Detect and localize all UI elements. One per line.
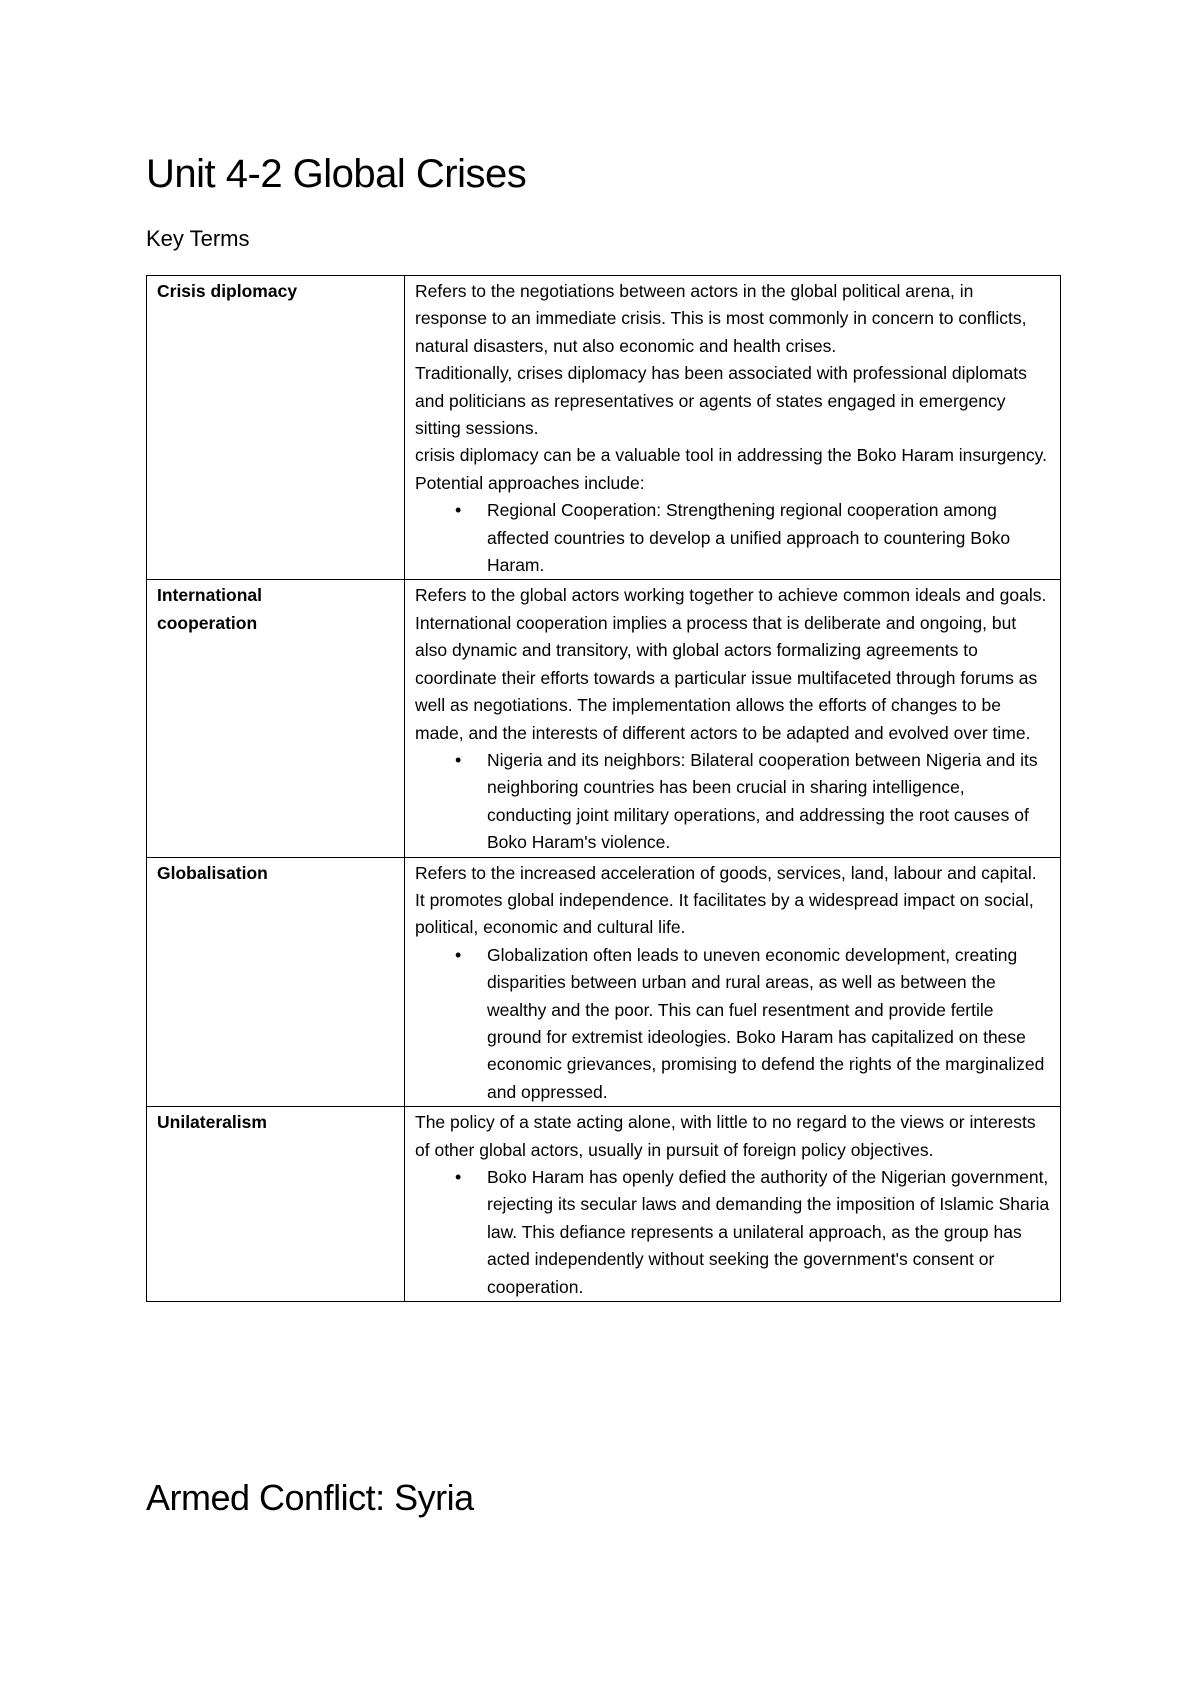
definition-cell — [405, 1107, 1061, 1302]
definition-text: Refers to the negotiations between actors in the global political arena, in response to an immediate crisis. This is most commonly in concern to conflicts, natural disasters, nut also economic and health crises. — [415, 281, 1027, 356]
definition-text: Refers to the global actors working together to achieve common ideals and goals. — [415, 585, 1047, 606]
definition-cell — [405, 580, 1061, 857]
definition-text: Refers to the increased acceleration of goods, services, land, labour and capital. It promotes global independence. It facilitates by a widespread impact on social, political, economic and cultural life. — [415, 862, 1037, 938]
bullet-list — [415, 1164, 1050, 1301]
page-title: Unit 4-2 Global Crises — [146, 152, 527, 196]
definition-text: crisis diplomacy can be a valuable tool in addressing the Boko Haram insurgency. Potential approaches include: — [415, 445, 1047, 493]
definition-cell — [405, 857, 1061, 1107]
bullet-list — [415, 942, 1050, 1106]
definition-text: The policy of a state acting alone, with little to no regard to the views or interests of other global actors, usually in pursuit of foreign policy objectives. — [415, 1112, 1036, 1160]
term-label: Globalisation — [157, 862, 268, 883]
term-cell — [147, 580, 405, 857]
table-row — [147, 1107, 1061, 1302]
section-heading-syria: Armed Conflict: Syria — [146, 1477, 474, 1518]
definition-text: Traditionally, crises diplomacy has been associated with professional diplomats and politicians as representatives or agents of states engaged in emergency sitting sessions. — [415, 363, 1027, 439]
bullet-item: • Boko Haram has openly defied the authority of the Nigerian government, rejecting its secular laws and demanding the imposition of Islamic Sharia law. This defiance represents a unilateral approach, as the group has acted independently without seeking the government's consent or cooperation. — [415, 1164, 1050, 1301]
key-terms-heading: Key Terms — [146, 226, 250, 251]
definition-cell — [405, 276, 1061, 580]
table-row — [147, 276, 1061, 580]
term-cell — [147, 276, 405, 580]
bullet-list — [415, 497, 1050, 579]
term-label: Unilateralism — [157, 1112, 267, 1133]
table-row — [147, 580, 1061, 857]
term-label: Crisis diplomacy — [157, 281, 298, 301]
bullet-item: • Regional Cooperation: Strengthening regional cooperation among affected countries to develop a unified approach to countering Boko Haram. — [415, 497, 1050, 579]
term-cell — [147, 857, 405, 1107]
bullet-item: • Globalization often leads to uneven economic development, creating disparities between urban and rural areas, as well as between the wealthy and the poor. This can fuel resentment and provide fertile ground for extremist ideologies. Boko Haram has capitalized on these economic grievances, promising to defend the rights of the marginalized and oppressed. — [415, 942, 1050, 1106]
table-row — [147, 857, 1061, 1107]
bullet-item: • Nigeria and its neighbors: Bilateral cooperation between Nigeria and its neighboring countries has been crucial in sharing intelligence, conducting joint military operations, and addressing the root causes of Boko Haram's violence. — [415, 747, 1050, 857]
key-terms-table — [146, 275, 1061, 1302]
bullet-list — [415, 747, 1050, 857]
term-cell — [147, 1107, 405, 1302]
definition-text: International cooperation implies a process that is deliberate and ongoing, but also dynamic and transitory, with global actors formalizing agreements to coordinate their efforts towards a particular issue multifaceted through forums as well as negotiations. The implementation allows the efforts of changes to be made, and the interests of different actors to be adapted and evolved over time. — [415, 612, 1038, 743]
term-label: International cooperation — [157, 585, 263, 633]
